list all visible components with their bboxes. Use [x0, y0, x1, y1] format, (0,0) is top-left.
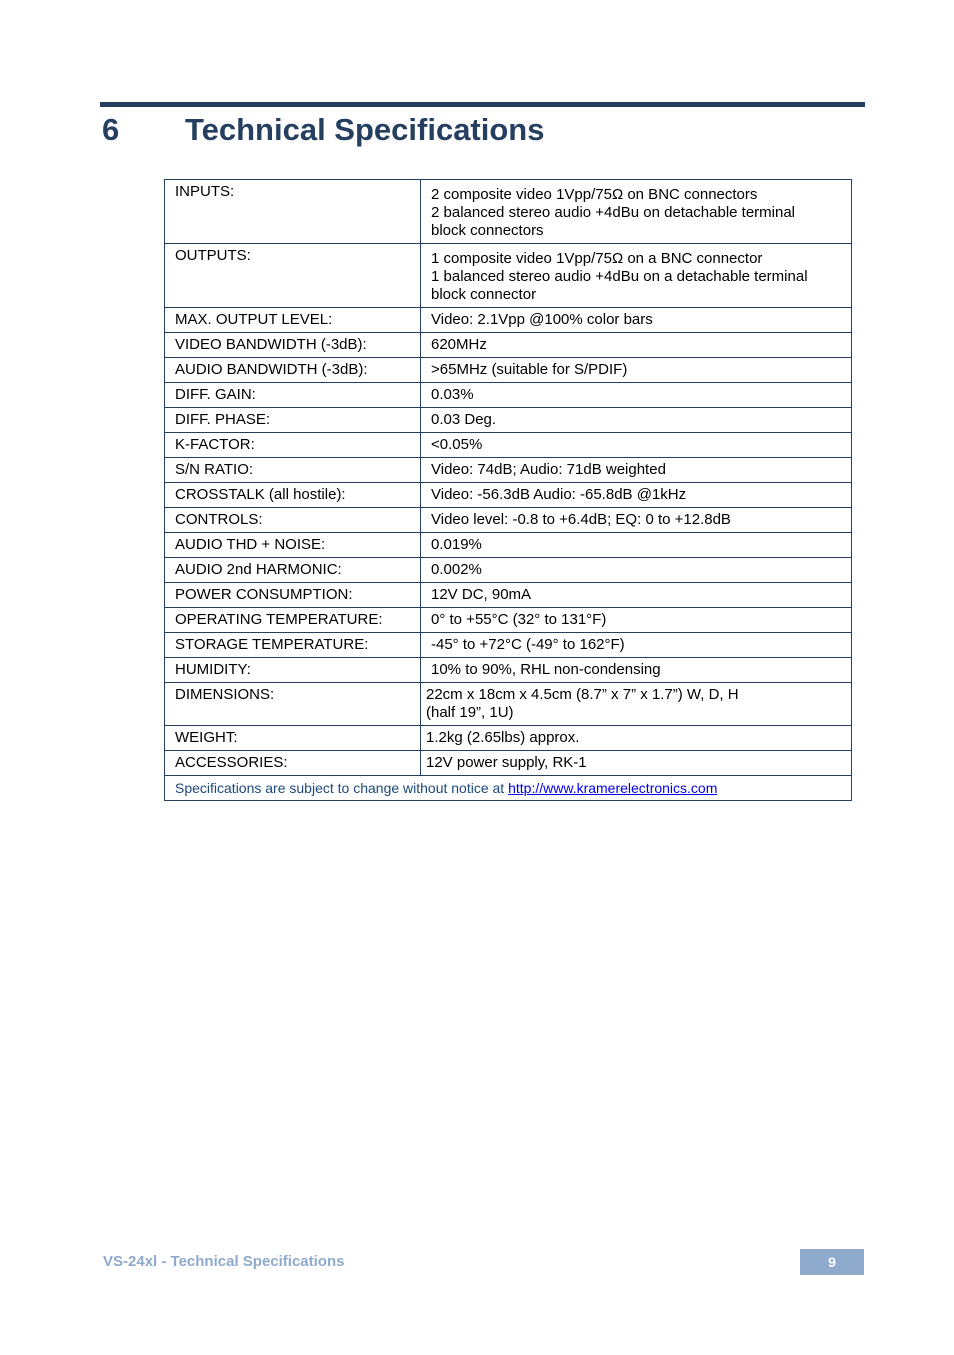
spec-value	[421, 458, 852, 483]
spec-label: S/N RATIO:	[165, 458, 421, 483]
spec-row	[165, 358, 852, 383]
spec-value	[421, 333, 852, 358]
spec-value	[421, 408, 852, 433]
spec-label: HUMIDITY:	[165, 658, 421, 683]
spec-label: STORAGE TEMPERATURE:	[165, 633, 421, 658]
note-row	[165, 776, 852, 801]
spec-value	[421, 180, 852, 244]
spec-value-line: 0.019%	[431, 536, 482, 553]
header-rule	[100, 102, 865, 107]
spec-value	[421, 358, 852, 383]
spec-label: OUTPUTS:	[165, 244, 421, 308]
spec-value	[421, 726, 852, 751]
spec-value-line: 22cm x 18cm x 4.5cm (8.7” x 7” x 1.7”) W, D, H	[426, 686, 739, 703]
spec-label: VIDEO BANDWIDTH (-3dB):	[165, 333, 421, 358]
spec-label: CROSSTALK (all hostile):	[165, 483, 421, 508]
spec-value-line: 1.2kg (2.65lbs) approx.	[426, 729, 580, 746]
spec-value	[421, 508, 852, 533]
spec-row	[165, 383, 852, 408]
section-title: Technical Specifications	[185, 112, 545, 147]
spec-label: DIMENSIONS:	[165, 683, 421, 726]
spec-value	[421, 608, 852, 633]
spec-value-line: 620MHz	[431, 336, 487, 353]
spec-row	[165, 244, 852, 308]
spec-value-line: 10% to 90%, RHL non-condensing	[431, 661, 661, 678]
spec-value-line: Video: -56.3dB Audio: -65.8dB @1kHz	[431, 486, 687, 503]
spec-label: WEIGHT:	[165, 726, 421, 751]
spec-value-line: Video: 74dB; Audio: 71dB weighted	[431, 461, 666, 478]
spec-value	[421, 583, 852, 608]
footer-title: VS-24xl - Technical Specifications	[103, 1253, 345, 1270]
spec-value-line: 1 balanced stereo audio +4dBu on a detachable terminal	[431, 268, 808, 285]
spec-row	[165, 483, 852, 508]
spec-value	[421, 533, 852, 558]
spec-label: DIFF. PHASE:	[165, 408, 421, 433]
spec-value-line: 2 composite video 1Vpp/75Ω on BNC connectors	[431, 186, 758, 203]
spec-value-line: 12V power supply, RK-1	[426, 754, 587, 771]
section-number: 6	[102, 112, 120, 147]
spec-value	[421, 658, 852, 683]
spec-row	[165, 633, 852, 658]
spec-value-line: 1 composite video 1Vpp/75Ω on a BNC connector	[431, 250, 763, 267]
spec-label: MAX. OUTPUT LEVEL:	[165, 308, 421, 333]
spec-row	[165, 558, 852, 583]
spec-value-line: block connector	[431, 286, 537, 303]
page-number: 9	[800, 1249, 864, 1275]
spec-row	[165, 533, 852, 558]
spec-value	[421, 308, 852, 333]
spec-value	[421, 683, 852, 726]
spec-value-line: Video level: -0.8 to +6.4dB; EQ: 0 to +12.8dB	[431, 511, 731, 528]
spec-label: POWER CONSUMPTION:	[165, 583, 421, 608]
spec-value	[421, 558, 852, 583]
spec-value-line: 0° to +55°C (32° to 131°F)	[431, 611, 607, 628]
spec-value	[421, 633, 852, 658]
spec-label: OPERATING TEMPERATURE:	[165, 608, 421, 633]
spec-label: INPUTS:	[165, 180, 421, 244]
spec-value-line: Video: 2.1Vpp @100% color bars	[431, 311, 653, 328]
spec-label: ACCESSORIES:	[165, 751, 421, 776]
spec-value-line: 0.002%	[431, 561, 482, 578]
note-cell	[165, 776, 852, 801]
spec-row	[165, 408, 852, 433]
spec-row	[165, 726, 852, 751]
spec-value-line: <0.05%	[431, 436, 483, 453]
spec-row	[165, 308, 852, 333]
spec-value-line: -45° to +72°C (-49° to 162°F)	[431, 636, 625, 653]
spec-value-line: (half 19”, 1U)	[426, 704, 514, 721]
spec-value-line: 2 balanced stereo audio +4dBu on detachable terminal	[431, 204, 796, 221]
spec-value	[421, 751, 852, 776]
spec-label: AUDIO THD + NOISE:	[165, 533, 421, 558]
spec-row	[165, 433, 852, 458]
spec-value	[421, 383, 852, 408]
spec-row	[165, 333, 852, 358]
spec-value	[421, 244, 852, 308]
specs-table	[164, 179, 852, 801]
spec-row	[165, 658, 852, 683]
spec-value-line: 0.03%	[431, 386, 474, 403]
spec-value	[421, 483, 852, 508]
spec-value-line: >65MHz (suitable for S/PDIF)	[431, 361, 628, 378]
spec-label: DIFF. GAIN:	[165, 383, 421, 408]
spec-label: AUDIO 2nd HARMONIC:	[165, 558, 421, 583]
spec-row	[165, 751, 852, 776]
spec-label: K-FACTOR:	[165, 433, 421, 458]
spec-label: CONTROLS:	[165, 508, 421, 533]
spec-label: AUDIO BANDWIDTH (-3dB):	[165, 358, 421, 383]
spec-row	[165, 608, 852, 633]
spec-row	[165, 508, 852, 533]
spec-row	[165, 458, 852, 483]
spec-row	[165, 180, 852, 244]
spec-row	[165, 683, 852, 726]
kramer-link[interactable]: http://www.kramerelectronics.com	[508, 780, 718, 796]
spec-value-line: 0.03 Deg.	[431, 411, 497, 428]
spec-row	[165, 583, 852, 608]
spec-value	[421, 433, 852, 458]
note-text: Specifications are subject to change without notice at	[175, 780, 509, 796]
spec-value-line: block connectors	[431, 222, 544, 239]
spec-value-line: 12V DC, 90mA	[431, 586, 532, 603]
